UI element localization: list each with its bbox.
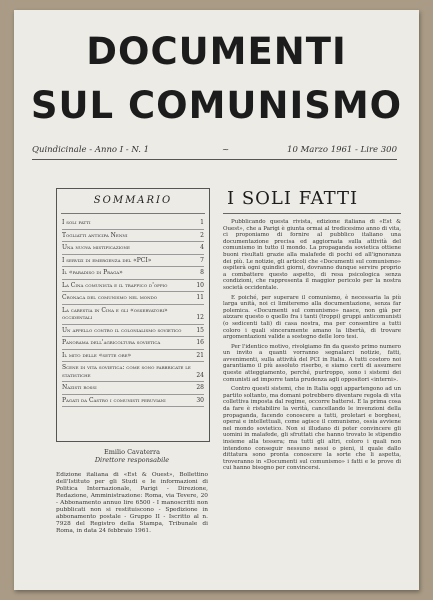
toc-item-page: 4 bbox=[200, 244, 204, 251]
article-title: I SOLI FATTI bbox=[227, 188, 359, 209]
toc-item-page: 28 bbox=[196, 384, 204, 391]
toc-item-label: La Cina comunista e il traffico d'oppio bbox=[62, 281, 168, 289]
toc-heading: SOMMARIO bbox=[93, 195, 173, 206]
magazine-page bbox=[14, 10, 419, 590]
toc-item bbox=[62, 395, 204, 408]
toc-item bbox=[62, 255, 204, 268]
toc-item-page: 11 bbox=[196, 294, 204, 301]
toc-list bbox=[62, 217, 204, 407]
article-paragraph: Per l'identico motivo, rivolgiamo fin da questo primo numero un invito a quanti vorranno segnalarci notizie, fatti, avvenimenti, sulla attività del PCI in Italia. A tutti costoro noi garantiamo il più assoluto riserbo, e siamo certi di assumere queste atteggiamento, perché, purtroppo, sono i sistemi dei comunisti ad imporre tanta prudenza agli oppositori «interni». bbox=[223, 343, 401, 383]
issue-frequency: Quindicinale - Anno I - N. 1 bbox=[32, 145, 150, 155]
article-paragraph: Pubblicando questa rivista, edizione italiana di «Est & Ouest», che a Parigi è giunta ormai al tredicesimo anno di vita, ci proponiamo di fornire al pubblico italiano una documentazione precisa ed aggiornata sulla attività del comunismo in tutto il mondo. La propaganda sovietica ottiene buoni risultati grazie alla malafede di pochi ed all'ignoranza dei più. Le notizie, gli articoli che «Documenti sul comunismo» ospiterà ogni quindici giorni, dovranno dunque servire proprio a combattere questo aspetto, di resa psicologica senza condizioni, che rappresenta il maggior pericolo per la nostra società occidentale. bbox=[223, 219, 401, 291]
lead-article bbox=[223, 188, 401, 475]
toc-item-page: 8 bbox=[200, 269, 204, 276]
toc-item-label: I servizi di emergenza del «PCI» bbox=[62, 256, 152, 264]
table-of-contents bbox=[56, 188, 210, 442]
toc-divider bbox=[61, 213, 205, 214]
editor-role: Direttore responsabile bbox=[94, 456, 170, 464]
toc-item-page: 15 bbox=[196, 326, 204, 334]
toc-item bbox=[62, 362, 204, 382]
toc-item-label: Scene di vita sovietica: come sono fabbricate le statistiche bbox=[62, 364, 191, 379]
toc-item bbox=[62, 267, 204, 280]
toc-item bbox=[62, 292, 204, 305]
toc-item-label: Pagati da Castro i comunisti peruviani bbox=[62, 396, 166, 404]
article-paragraph: Contro questi sistemi, che in Italia oggi appartengono ad un partito soltanto, ma domani potrebbero diventare regola di vita collettiva imposta dal regime, occorre battersi. E la prima cosa da fare è ristabilire la verità, cancellando le invenzioni della propaganda, facendo conoscere a tutti, proletari e borghesi, operai e intellettuali, come agisce il comunismo, ossia avviene nel mondo sovietico. Non si illudano di poter convincere gli uomini in malafede, gli sfruttati che hanno trovato le stipendio insieme alla tessera; ma tutti gli altri, coloro i quali non intendono conseguir nessuno nessi o pieni, il quale dallo dittatura sono pronta conoscere la sorte che li aspetta, troveranno in «Documenti sul comunismo» i fatti e le prove di cui hanno bisogno per convincersi. bbox=[223, 386, 401, 472]
toc-item-label: Togliatti anticipa Nenni bbox=[62, 231, 128, 239]
toc-item bbox=[62, 337, 204, 350]
issue-date-price: 10 Marzo 1961 - Lire 300 bbox=[287, 145, 397, 155]
toc-item-page: 30 bbox=[196, 396, 204, 404]
article-paragraph: E poiché, per superare il comunismo, è necessaria la più larga unità, noi ci limiteremo alla documentazione, senza far polemica. «Documenti sul comunismo» nasce, non già per aizzare questo o quello fra i tanti (troppi) gruppi anticomunisti (o sedicenti tali) di casa nostra, ma per consentire a tutti coloro i quali sinceramente amano la libertà, di trovare argomentazioni valide a sostegno delle loro tesi. bbox=[223, 294, 401, 341]
toc-item-page: 7 bbox=[200, 256, 204, 264]
toc-item-page: 21 bbox=[196, 351, 204, 359]
toc-item bbox=[62, 382, 204, 395]
toc-item bbox=[62, 242, 204, 255]
toc-item-label: I soli fatti bbox=[62, 219, 91, 226]
editor-block bbox=[56, 448, 208, 464]
toc-item-label: Cronaca del comunismo nel mondo bbox=[62, 294, 158, 301]
masthead-line-1: DOCUMENTI bbox=[86, 30, 347, 73]
toc-item bbox=[62, 217, 204, 230]
toc-item-page: 12 bbox=[196, 314, 204, 321]
toc-item-page: 16 bbox=[196, 339, 204, 346]
toc-item-page: 2 bbox=[200, 231, 204, 239]
toc-item-page: 24 bbox=[196, 371, 204, 379]
colophon: Edizione italiana di «Est & Ouest», Bollettino dell'Istituto per gli Studi e le informazioni di Politica Internazionale, Parigi - Direzione, Redazione, Amministrazione: Roma, via Tevere, 20 - Abbonamento annuo lire 6500 - I manoscritti non pubblicati non si restituiscono - Spedizione in abbonamento postale - Gruppo II - Iscritto al n. 7928 del Registro della Stampa, Tribunale di Roma, in data 24 febbraio 1961. bbox=[56, 472, 208, 534]
toc-item bbox=[62, 305, 204, 325]
toc-item bbox=[62, 350, 204, 363]
issue-line bbox=[32, 145, 397, 160]
toc-item bbox=[62, 280, 204, 293]
toc-item-label: Un appello contro il colonialismo sovietico bbox=[62, 326, 182, 334]
toc-item bbox=[62, 230, 204, 243]
toc-item-label: Una nuova mistificazione bbox=[62, 244, 130, 251]
editor-name: Emilio Cavaterra bbox=[103, 448, 161, 456]
toc-item-page: 1 bbox=[200, 219, 204, 226]
toc-item bbox=[62, 325, 204, 338]
masthead-line-2: SUL COMUNISMO bbox=[30, 84, 403, 127]
toc-item-label: Nazisti rossi bbox=[62, 384, 97, 391]
toc-item-label: Il «paradiso di Praga» bbox=[62, 269, 123, 276]
article-body bbox=[223, 219, 401, 472]
toc-item-label: Panorama dell'agricoltura sovietica bbox=[62, 339, 161, 346]
toc-item-label: Il mito delle «sette ore» bbox=[62, 351, 132, 359]
toc-item-page: 10 bbox=[196, 281, 204, 289]
toc-item-label: La carestia in Cina e gli «osservatori» occidentali bbox=[62, 306, 168, 321]
article-rule bbox=[223, 213, 401, 214]
issue-separator: ~ bbox=[222, 145, 230, 155]
